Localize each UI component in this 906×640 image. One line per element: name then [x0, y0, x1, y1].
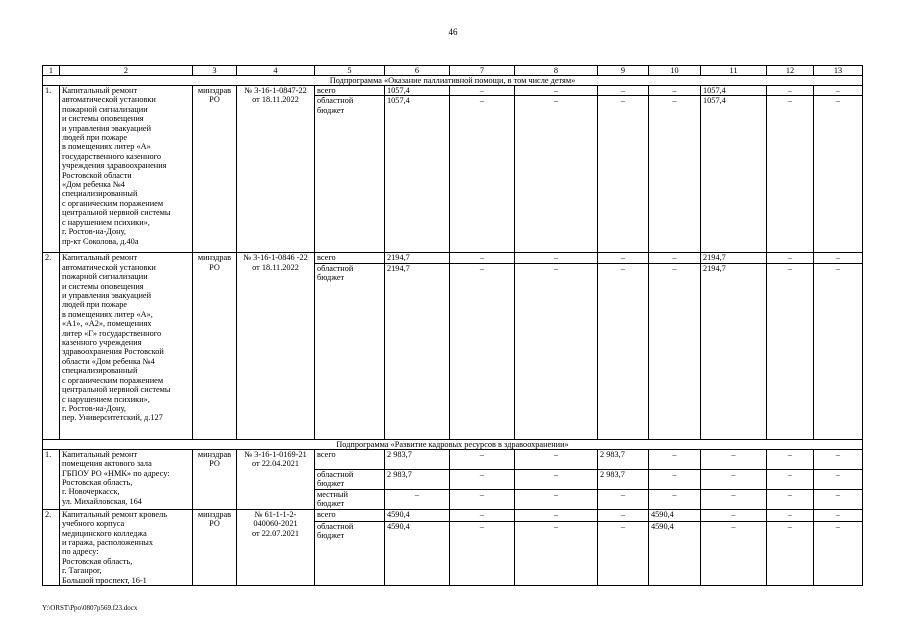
column-number-row: [43, 66, 863, 76]
amount-cell: –: [701, 509, 767, 521]
amount-cell: 4590,4: [649, 521, 701, 585]
amount-cell: –: [598, 521, 649, 585]
amount-cell: –: [814, 509, 863, 521]
amount-cell: –: [450, 469, 515, 489]
column-number: 6: [385, 66, 450, 76]
amount-cell: 1057,4: [385, 96, 450, 253]
responsible-org: минздрав РО: [193, 86, 237, 253]
subprogram-row: [43, 76, 863, 86]
row-number: 2.: [43, 509, 60, 585]
amount-cell: –: [649, 489, 701, 509]
column-number: 10: [649, 66, 701, 76]
responsible-org: минздрав РО: [193, 509, 237, 585]
amount-cell: –: [767, 263, 814, 439]
funding-source: областной бюджет: [315, 263, 385, 439]
funding-source: всего: [315, 449, 385, 469]
amount-cell: –: [450, 509, 515, 521]
object-name: Капитальный ремонт автоматической установки пожарной сигнализации и системы оповещения и управления эвакуацией людей при пожаре в помещениях литер «А» государственного казенного учреждения здравоохранения Ростовской области «Дом ребенка №4 специализированный с органическим поражением центральной нервной системы с нарушением психики», г. Ростов-на-Дону, пр-кт Соколова, д.40а: [60, 86, 193, 253]
amount-cell: 2 983,7: [385, 469, 450, 489]
amount-cell: –: [598, 489, 649, 509]
column-number: 12: [767, 66, 814, 76]
amount-cell: –: [450, 521, 515, 585]
amount-cell: –: [515, 86, 598, 96]
amount-cell: –: [767, 96, 814, 253]
subprogram-title: Подпрограмма «Развитие кадровых ресурсов в здравоохранении»: [43, 439, 863, 449]
amount-cell: –: [385, 489, 450, 509]
subprogram-row: [43, 439, 863, 449]
amount-cell: –: [598, 263, 649, 439]
amount-cell: –: [701, 521, 767, 585]
amount-cell: 2194,7: [385, 253, 450, 263]
funding-source: областной бюджет: [315, 521, 385, 585]
funding-source: областной бюджет: [315, 469, 385, 489]
file-path-footer: Y:\ORST\Ppo\0807p569.f23.docx: [42, 604, 138, 612]
amount-cell: 4590,4: [649, 509, 701, 521]
amount-cell: 2194,7: [701, 263, 767, 439]
column-number: 1: [43, 66, 60, 76]
amount-cell: –: [450, 263, 515, 439]
column-number: 13: [814, 66, 863, 76]
amount-cell: –: [814, 449, 863, 469]
amount-cell: –: [767, 469, 814, 489]
expertise-doc: № 3-16-1-0847-22 от 18.11.2022: [237, 86, 315, 253]
amount-cell: –: [450, 489, 515, 509]
amount-cell: –: [598, 253, 649, 263]
amount-cell: –: [649, 96, 701, 253]
column-number: 5: [315, 66, 385, 76]
row-number: 1.: [43, 86, 60, 253]
amount-cell: –: [450, 86, 515, 96]
amount-cell: 1057,4: [701, 96, 767, 253]
object-name: Капитальный ремонт кровель учебного корпуса медицинского колледжа и гаража, расположенных по адресу: Ростовская область, г. Таганрог, Большой проспект, 16-1: [60, 509, 193, 585]
table-row: [43, 253, 863, 263]
amount-cell: 1057,4: [701, 86, 767, 96]
amount-cell: –: [598, 86, 649, 96]
amount-cell: –: [515, 263, 598, 439]
amount-cell: –: [814, 86, 863, 96]
column-number: 3: [193, 66, 237, 76]
amount-cell: 2 983,7: [385, 449, 450, 469]
amount-cell: –: [767, 509, 814, 521]
column-number: 9: [598, 66, 649, 76]
column-number: 7: [450, 66, 515, 76]
object-name: Капитальный ремонт помещения актового зала ГБПОУ РО «НМК» по адресу: Ростовская область, г. Новочеркасск, ул. Михайловская, 164: [60, 449, 193, 509]
amount-cell: –: [649, 263, 701, 439]
funding-source: всего: [315, 86, 385, 96]
column-number: 4: [237, 66, 315, 76]
amount-cell: –: [450, 253, 515, 263]
amount-cell: –: [515, 509, 598, 521]
amount-cell: –: [814, 263, 863, 439]
amount-cell: –: [450, 449, 515, 469]
amount-cell: –: [814, 469, 863, 489]
amount-cell: –: [767, 86, 814, 96]
amount-cell: –: [814, 489, 863, 509]
amount-cell: –: [649, 86, 701, 96]
amount-cell: 2 983,7: [598, 449, 649, 469]
expertise-doc: № 61-1-1-2- 040060-2021 от 22.07.2021: [237, 509, 315, 585]
amount-cell: –: [701, 489, 767, 509]
column-number: 11: [701, 66, 767, 76]
amount-cell: 2194,7: [385, 263, 450, 439]
funding-source: местный бюджет: [315, 489, 385, 509]
amount-cell: 1057,4: [385, 86, 450, 96]
amount-cell: 2 983,7: [598, 469, 649, 489]
amount-cell: –: [515, 253, 598, 263]
amount-cell: –: [767, 521, 814, 585]
amount-cell: –: [515, 521, 598, 585]
object-name: Капитальный ремонт автоматической установки пожарной сигнализации и системы оповещения и управления эвакуацией людей при пожаре в помещениях литер «А», «А1», «А2», помещениях литер «Г» государственного казенного учреждения здравоохранения Ростовской области «Дом ребенка №4 специализированный с органическим поражением центральной нервной системы с нарушением психики», г. Ростов-на-Дону, пер. Университетский, д.127: [60, 253, 193, 439]
row-number: 1.: [43, 449, 60, 509]
amount-cell: –: [814, 521, 863, 585]
amount-cell: –: [649, 253, 701, 263]
funding-source: всего: [315, 509, 385, 521]
amount-cell: –: [515, 96, 598, 253]
amount-cell: –: [649, 469, 701, 489]
amount-cell: –: [515, 469, 598, 489]
amount-cell: –: [767, 253, 814, 263]
subprogram-title: Подпрограмма «Оказание паллиативной помощи, в том числе детям»: [43, 76, 863, 86]
amount-cell: –: [598, 509, 649, 521]
table-row: [43, 509, 863, 521]
amount-cell: 2194,7: [701, 253, 767, 263]
amount-cell: –: [767, 489, 814, 509]
column-number: 8: [515, 66, 598, 76]
responsible-org: минздрав РО: [193, 449, 237, 509]
expertise-doc: № 3-16-1-0169-21 от 22.04.2021: [237, 449, 315, 509]
column-number: 2: [60, 66, 193, 76]
funding-source: областной бюджет: [315, 96, 385, 253]
amount-cell: 4590,4: [385, 509, 450, 521]
amount-cell: –: [649, 449, 701, 469]
expertise-doc: № 3-16-1-0846 -22 от 18.11.2022: [237, 253, 315, 439]
amount-cell: –: [814, 96, 863, 253]
amount-cell: –: [598, 96, 649, 253]
funding-source: всего: [315, 253, 385, 263]
budget-table: [42, 65, 863, 586]
amount-cell: –: [515, 449, 598, 469]
amount-cell: –: [450, 96, 515, 253]
amount-cell: 4590,4: [385, 521, 450, 585]
page-number: 46: [448, 27, 458, 37]
responsible-org: минздрав РО: [193, 253, 237, 439]
row-number: 2.: [43, 253, 60, 439]
amount-cell: –: [515, 489, 598, 509]
amount-cell: –: [814, 253, 863, 263]
amount-cell: –: [701, 469, 767, 489]
amount-cell: –: [701, 449, 767, 469]
table-row: [43, 86, 863, 96]
amount-cell: –: [767, 449, 814, 469]
table-row: [43, 449, 863, 469]
